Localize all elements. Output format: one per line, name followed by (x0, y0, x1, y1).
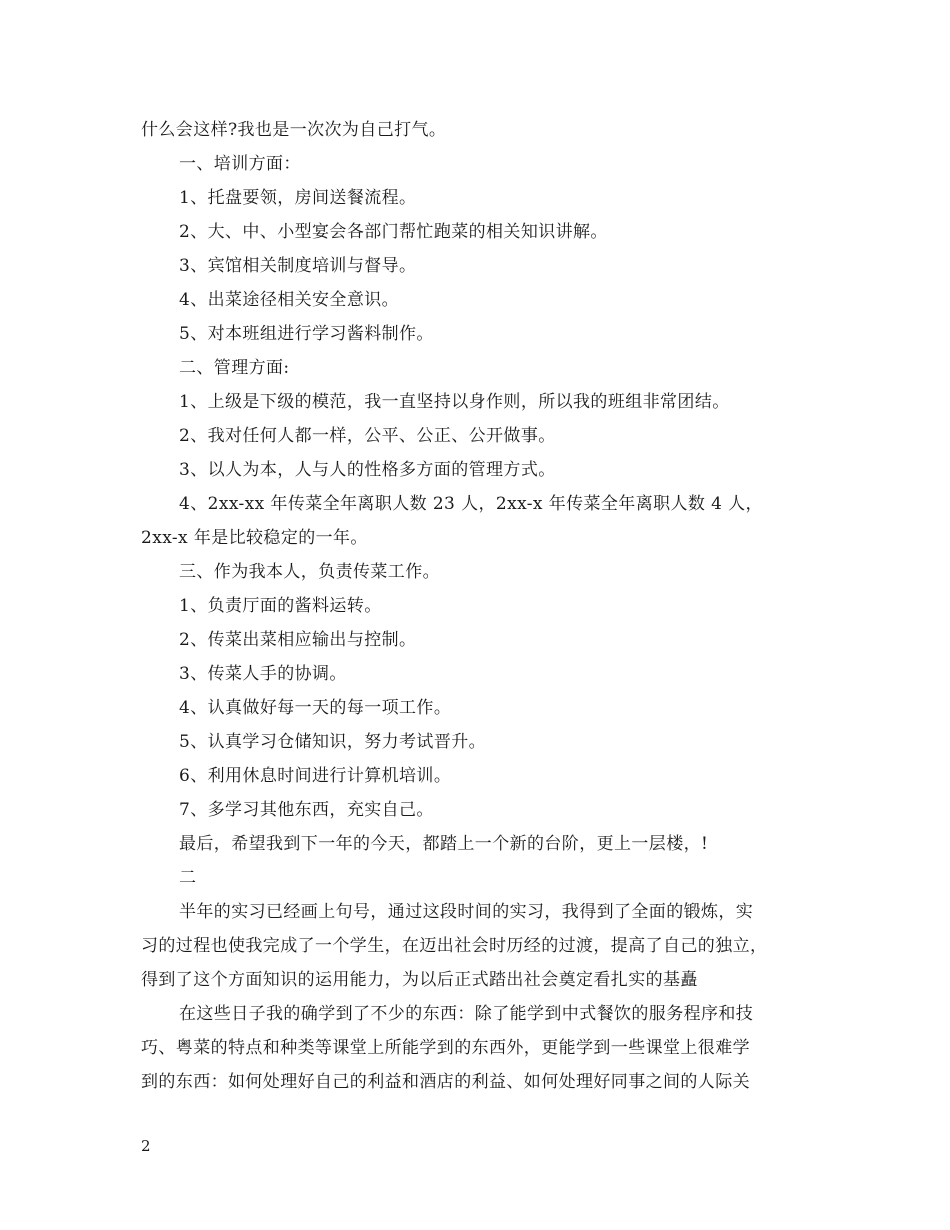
list-item: 1、负责厅面的酱料运转。 (179, 596, 382, 616)
list-item: 4、认真做好每一天的每一项工作。 (179, 698, 452, 718)
paragraph-line: 在这些日子我的确学到了不少的东西：除了能学到中式餐饮的服务程序和技 (179, 1004, 754, 1024)
list-item: 7、多学习其他东西，充实自己。 (179, 800, 434, 820)
section-heading: 二 (179, 868, 197, 888)
list-item: 1、托盘要领，房间送餐流程。 (179, 188, 417, 208)
page-number: 2 (141, 1137, 151, 1155)
text-line: 最后，希望我到下一年的今天，都踏上一个新的台阶，更上一层楼，! (179, 834, 709, 854)
list-item: 4、出菜途径相关安全意识。 (179, 290, 400, 310)
text-line: 2xx-x 年是比较稳定的一年。 (141, 528, 368, 548)
list-item: 5、对本班组进行学习酱料制作。 (179, 324, 434, 344)
list-item: 2、我对任何人都一样，公平、公正、公开做事。 (179, 426, 556, 446)
list-item: 1、上级是下级的模范，我一直坚持以身作则，所以我的班组非常团结。 (179, 392, 730, 412)
list-item: 5、认真学习仓储知识，努力考试晋升。 (179, 732, 487, 752)
list-item: 2、传菜出菜相应输出与控制。 (179, 630, 417, 650)
paragraph-line: 到的东西：如何处理好自己的利益和酒店的利益、如何处理好同事之间的人际关 (141, 1072, 750, 1092)
paragraph-line: 半年的实习已经画上句号，通过这段时间的实习，我得到了全面的锻炼，实 (179, 902, 754, 922)
list-item: 4、2xx-xx 年传菜全年离职人数 23 人，2xx-x 年传菜全年离职人数 4 人， (179, 494, 763, 514)
list-item: 6、利用休息时间进行计算机培训。 (179, 766, 452, 786)
list-item: 3、以人为本，人与人的性格多方面的管理方式。 (179, 460, 556, 480)
list-item: 3、宾馆相关制度培训与督导。 (179, 256, 417, 276)
section-heading: 一、培训方面： (179, 154, 301, 174)
list-item: 2、大、中、小型宴会各部门帮忙跑菜的相关知识讲解。 (179, 222, 608, 242)
paragraph-line: 习的过程也使我完成了一个学生，在迈出社会时历经的过渡，提高了自己的独立， (141, 936, 768, 956)
text-line: 什么会这样?我也是一次次为自己打气。 (141, 120, 447, 140)
paragraph-line: 得到了这个方面知识的运用能力，为以后正式踏出社会奠定看扎实的基矗 (141, 970, 698, 990)
paragraph-line: 巧、粤菜的特点和种类等课堂上所能学到的东西外，更能学到一些课堂上很难学 (141, 1038, 750, 1058)
section-heading: 二、管理方面: (179, 358, 290, 378)
list-item: 3、传菜人手的协调。 (179, 664, 347, 684)
section-heading: 三、作为我本人，负责传菜工作。 (179, 562, 440, 582)
